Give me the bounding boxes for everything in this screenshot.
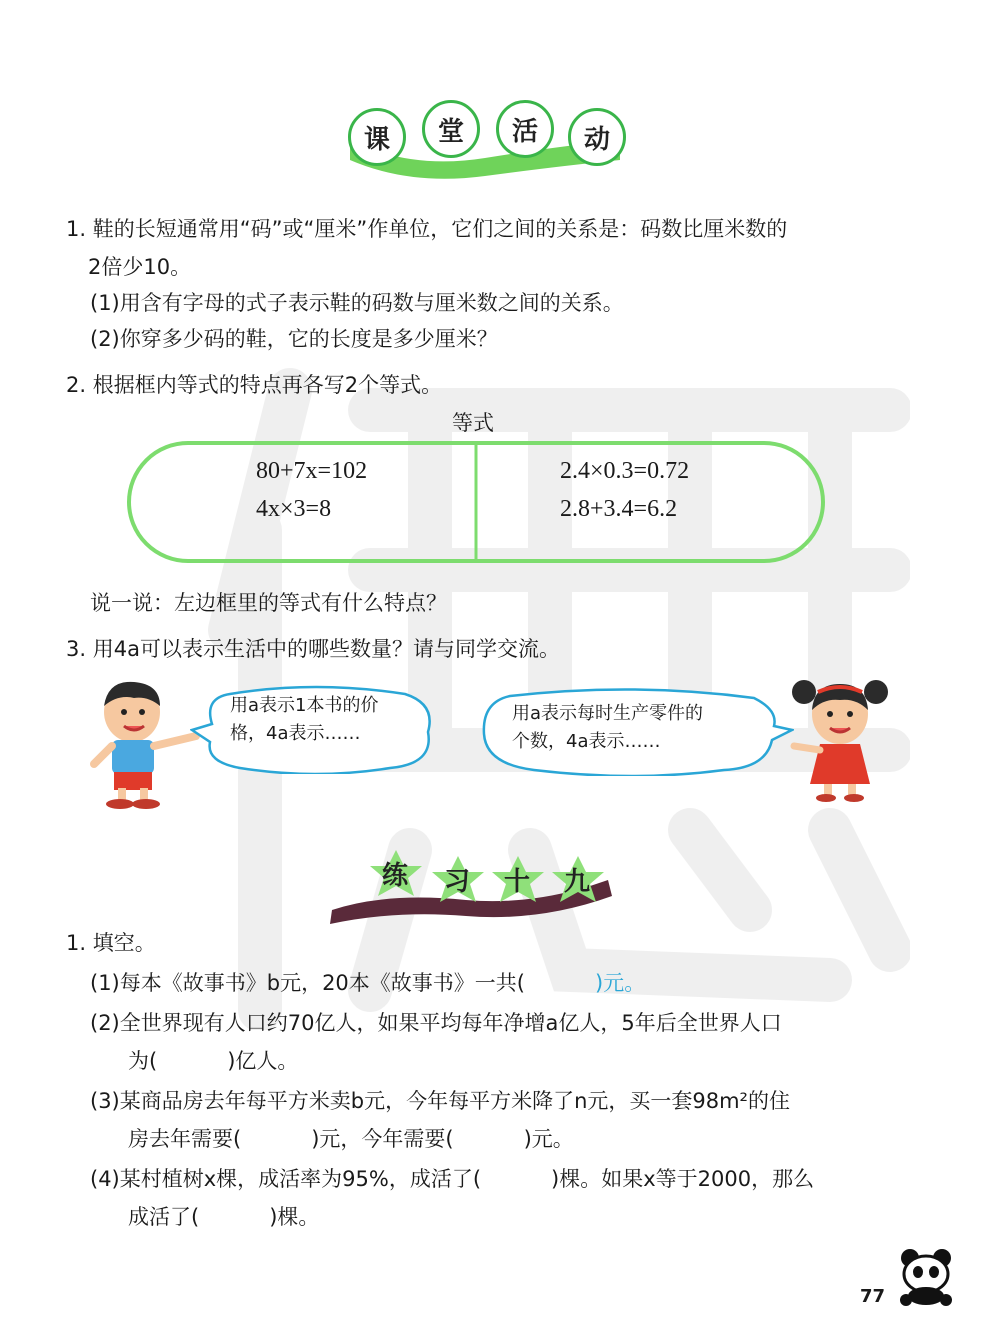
fill-item-2-line1: (2)全世界现有人口约70亿人，如果平均每年净增a亿人，5年后全世界人口 — [90, 1011, 782, 1035]
fill-item-1-part1: (1)每本《故事书》b元，20本《故事书》一共( — [90, 971, 525, 995]
banner-char-4: 动 — [568, 108, 626, 166]
banner2-char-1: 练 — [381, 860, 408, 891]
banner-exercise-19 — [326, 846, 616, 926]
equation-box — [126, 440, 826, 564]
fill-item-3-part2: )元，今年需要( — [311, 1127, 454, 1151]
banner2-char-4: 九 — [563, 866, 590, 897]
discuss-text: 说一说：左边框里的等式有什么特点？ — [90, 591, 447, 615]
q1-line2: 2倍少10。 — [88, 255, 192, 279]
q3-text: 3. 用4a可以表示生活中的哪些数量？请与同学交流。 — [66, 637, 560, 661]
q1-sub1: (1)用含有字母的式子表示鞋的码数与厘米数之间的关系。 — [90, 291, 624, 315]
q2-text: 2. 根据框内等式的特点再各写2个等式。 — [66, 373, 443, 397]
fill-item-2-line2 — [128, 1046, 298, 1076]
fill-item-3-line2 — [128, 1124, 574, 1154]
girl-bubble-line2: 个数，4a表示…… — [512, 731, 661, 752]
fill-item-4-part1: (4)某村植树x棵，成活率为95%，成活了( — [90, 1167, 482, 1191]
girl-bubble-line1: 用a表示每时生产零件的 — [512, 703, 704, 724]
banner-classroom-activity — [340, 100, 630, 180]
fill-item-3-line1: (3)某商品房去年每平方米卖b元，今年每平方米降了n元，买一套98m²的住 — [90, 1089, 790, 1113]
ex-q1-title: 1. 填空。 — [66, 931, 156, 955]
banner-char-3: 活 — [496, 100, 554, 158]
banner-char-1: 课 — [348, 108, 406, 166]
equation-left-1: 80+7x=102 — [256, 458, 368, 484]
fill-item-4-part4: )棵。 — [269, 1205, 320, 1229]
fill-item-3-part3: )元。 — [523, 1127, 574, 1151]
fill-item-2-part1: 为( — [128, 1049, 158, 1073]
fill-item-1-part2: )元。 — [595, 971, 646, 995]
fill-item-4-part3: 成活了( — [128, 1205, 200, 1229]
q1-line1: 1. 鞋的长短通常用“码”或“厘米”作单位，它们之间的关系是：码数比厘米数的 — [66, 217, 788, 241]
boy-bubble-line2: 格，4a表示…… — [230, 723, 361, 744]
fill-item-1 — [90, 968, 645, 998]
fill-item-4-part2: )棵。如果x等于2000，那么 — [551, 1167, 815, 1191]
equation-left-2: 4x×3=8 — [256, 496, 332, 522]
equation-box-title: 等式 — [452, 411, 494, 435]
equation-right-2: 2.8+3.4=6.2 — [560, 496, 678, 522]
fill-item-3-part1: 房去年需要( — [128, 1127, 242, 1151]
page-number: 77 — [860, 1286, 886, 1307]
banner2-char-3: 十 — [503, 866, 530, 897]
fill-item-4-line1 — [90, 1164, 814, 1194]
girl-illustration-icon — [790, 676, 890, 806]
fill-item-2-part2: )亿人。 — [227, 1049, 299, 1073]
fill-item-4-line2 — [128, 1202, 319, 1232]
q1-sub2: (2)你穿多少码的鞋，它的长度是多少厘米？ — [90, 327, 498, 351]
banner-char-2: 堂 — [422, 100, 480, 158]
banner2-char-2: 习 — [443, 866, 470, 897]
equation-right-1: 2.4×0.3=0.72 — [560, 458, 690, 484]
boy-bubble-line1: 用a表示1本书的价 — [230, 695, 379, 716]
panda-icon — [890, 1246, 960, 1306]
